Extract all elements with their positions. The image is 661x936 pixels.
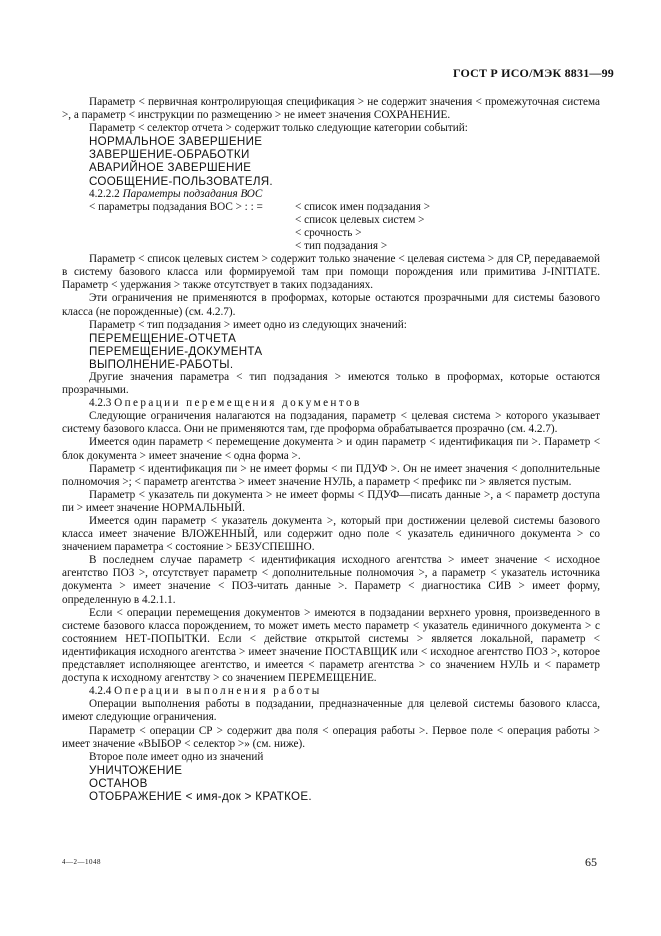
section-heading-4-2-3	[62, 397, 600, 410]
second-field-value: ОСТАНОВ	[89, 776, 148, 790]
paragraph: Эти ограничения не применяются в проформах, которые остаются прозрачными для системы базового класса (не порожденные) (см. 4.2.7).	[62, 292, 600, 318]
definition-item: < список целевых систем >	[295, 213, 425, 226]
definition-item: < тип подзадания >	[295, 240, 388, 253]
section-title: Параметры подзадания ВОС	[122, 187, 263, 200]
event-category: НОРМАЛЬНОЕ ЗАВЕРШЕНИЕ	[89, 135, 263, 149]
paragraph: Параметр < операции СР > содержит два поля < операция работы >. Первое поле < операция работы > имеет значение «ВЫБОР < селектор >» (см. ниже).	[62, 724, 600, 750]
document-body	[62, 96, 600, 803]
section-heading-4-2-2-2	[62, 188, 600, 201]
definition-item: < срочность >	[295, 226, 362, 239]
subtask-type: ВЫПОЛНЕНИЕ-РАБОТЫ.	[89, 357, 234, 371]
page-number: 65	[585, 855, 597, 869]
paragraph: Операции выполнения работы в подзадании, предназначенные для целевой системы базового класса, имеют следующие ограничения.	[62, 698, 600, 724]
definition-label: < параметры подзадания ВОС > : : =	[89, 200, 263, 213]
print-code: 4—2—1048	[62, 858, 101, 866]
event-category: СООБЩЕНИЕ-ПОЛЬЗОВАТЕЛЯ.	[89, 174, 273, 188]
page-header-title: ГОСТ Р ИСО/МЭК 8831—99	[452, 66, 614, 80]
section-title: Операции перемещения документов	[114, 397, 362, 410]
section-title: Операции выполнения работы	[114, 685, 322, 698]
definition-table	[89, 201, 430, 253]
paragraph: Параметр < селектор отчета > содержит только следующие категории событий:	[89, 122, 468, 135]
paragraph: Имеется один параметр < перемещение документа > и один параметр < идентификация пи >. Параметр < блок документа > имеет значение < одна форма >.	[62, 436, 600, 462]
paragraph: Параметр < первичная контролирующая спецификация > не содержит значения < промежуточная система >, а параметр < инструкции по размещению > не имеет значения СОХРАНЕНИЕ.	[62, 96, 600, 122]
section-number: 4.2.4	[89, 685, 112, 698]
section-number: 4.2.3	[89, 397, 112, 410]
second-field-value: ОТОБРАЖЕНИЕ < имя-док > КРАТКОЕ.	[89, 789, 312, 803]
paragraph: Параметр < идентификация пи > не имеет формы < пи ПДУФ >. Он не имеет значения < дополнительные полномочия >; < параметр агентства > имеет значение НУЛЬ, а параметр < префикс пи > является пустым.	[62, 462, 600, 488]
definition-item: < список имен подзадания >	[295, 200, 431, 213]
paragraph: Если < операции перемещения документов > имеются в подзадании верхнего уровня, произведенного в системе базового класса порождением, то может иметь место параметр < указатель единичного документа > с состоянием НЕТ-ПОПЫТКИ. Если < действие открытой системы > является локальной, параметр < идентификация исходного агентства > имеет значение ПОСТАВЩИК или < исходное агентство ПОЗ >, которое представляет исполняющее агентство, и имеется < параметр агентства > со значением НУЛЬ и < параметр доступа к исходному агентству > со значением ПЕРЕМЕЩЕНИЕ.	[62, 606, 600, 685]
paragraph: Второе поле имеет одно из значений	[89, 750, 264, 763]
section-number: 4.2.2.2	[89, 187, 120, 200]
event-category: АВАРИЙНОЕ ЗАВЕРШЕНИЕ	[89, 161, 252, 175]
paragraph: Параметр < список целевых систем > содержит только значение < целевая система > для СР, передаваемой в систему базового класса или формируемой там при помощи порождения или примитива J-INITIATE. Параметр < удержания > также отсутствует в таких подзаданиях.	[62, 253, 600, 292]
section-heading-4-2-4	[62, 685, 600, 698]
subtask-type: ПЕРЕМЕЩЕНИЕ-ДОКУМЕНТА	[89, 344, 263, 358]
second-field-value: УНИЧТОЖЕНИЕ	[89, 763, 183, 777]
paragraph: Другие значения параметра < тип подзадания > имеются только в проформах, которые остаются прозрачными.	[62, 370, 600, 397]
event-category: ЗАВЕРШЕНИЕ-ОБРАБОТКИ	[89, 148, 250, 162]
paragraph: Имеется один параметр < указатель документа >, который при достижении целевой системы базового класса имеет значение ВЛОЖЕННЫЙ, или содержит одно поле < указатель единичного документа > со значением параметра < состояние > БЕЗУСПЕШНО.	[62, 515, 600, 554]
subtask-type: ПЕРЕМЕЩЕНИЕ-ОТЧЕТА	[89, 331, 237, 345]
paragraph: Следующие ограничения налагаются на подзадания, параметр < целевая система > которого указывает систему базового класса. Они не применяются там, где проформа обрабатывается прозрачно (см. 4.2.7).	[62, 410, 600, 436]
paragraph: В последнем случае параметр < идентификация исходного агентства > имеет значение < исходное агентство ПОЗ >, отсутствует параметр < дополнительные полномочия >, а параметр < указатель источника документа > имеет значение < ПОЗ-читать данные >. Параметр < диагностика СИВ > имеет форму, определенную в 4.2.1.1.	[62, 554, 600, 606]
paragraph: Параметр < указатель пи документа > не имеет формы < ПДУФ—писать данные >, а < параметр доступа пи > имеет значение НОРМАЛЬНЫЙ.	[62, 488, 600, 514]
paragraph: Параметр < тип подзадания > имеет одно из следующих значений:	[89, 318, 407, 331]
